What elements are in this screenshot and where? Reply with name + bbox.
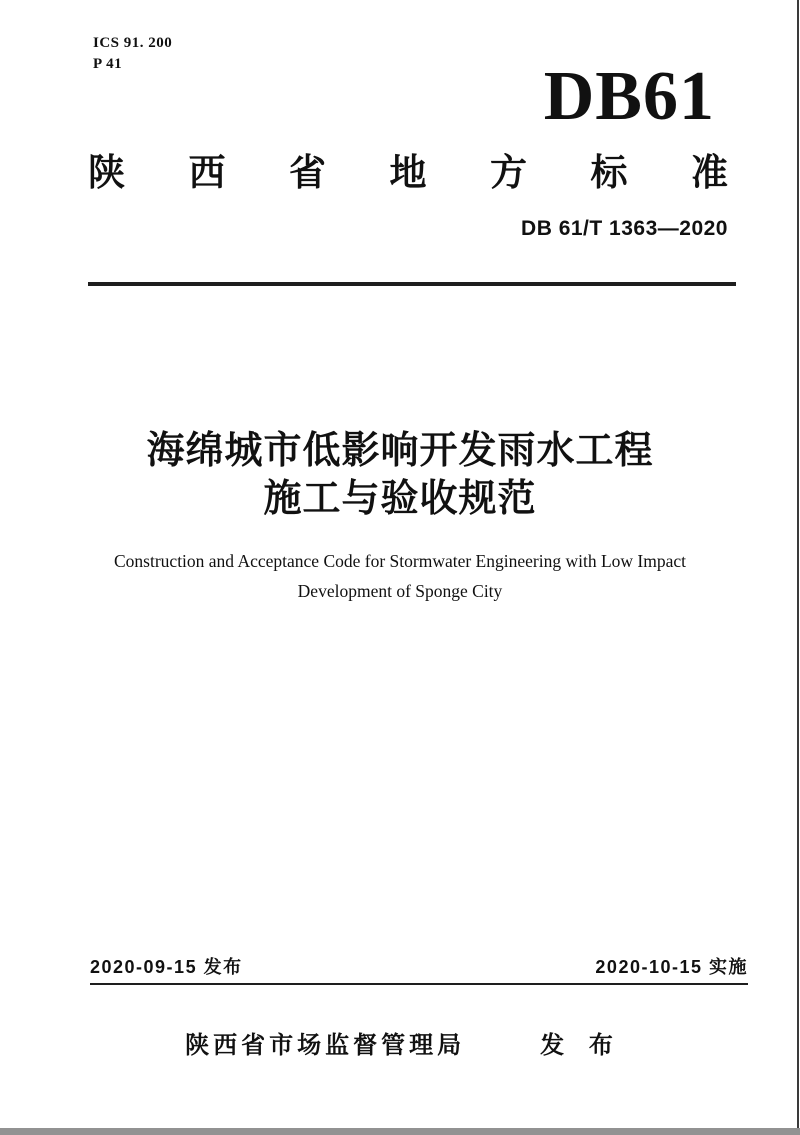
title-chinese-line-1: 海绵城市低影响开发雨水工程 <box>146 430 654 472</box>
classification-block <box>93 33 172 75</box>
title-english-line-1: Construction and Acceptance Code for Stormwater Engineering with Low Impact <box>114 551 686 571</box>
page-edge-bottom <box>0 1128 800 1135</box>
standard-type-title: 陕西省地方标准 <box>88 152 728 193</box>
dates-row <box>90 953 748 985</box>
title-english-line-2: Development of Sponge City <box>297 581 503 601</box>
publisher-name: 陕西省市场监督管理局 <box>185 1032 466 1059</box>
issue-date: 2020-09-15 发布 <box>90 957 243 977</box>
p-class-code: P 41 <box>93 56 123 72</box>
title-english <box>40 546 760 606</box>
publish-label: 发 布 <box>540 1032 615 1059</box>
publisher-row <box>0 1025 800 1060</box>
db61-logo: DB61 <box>543 58 715 135</box>
title-chinese-line-2: 施工与验收规范 <box>263 478 537 520</box>
standard-number: DB 61/T 1363—2020 <box>521 217 728 240</box>
header-rule-line <box>88 282 736 286</box>
implementation-date: 2020-10-15 实施 <box>595 957 748 977</box>
page-edge-right <box>797 0 799 1128</box>
ics-code: ICS 91. 200 <box>93 35 173 51</box>
title-chinese <box>0 427 800 523</box>
